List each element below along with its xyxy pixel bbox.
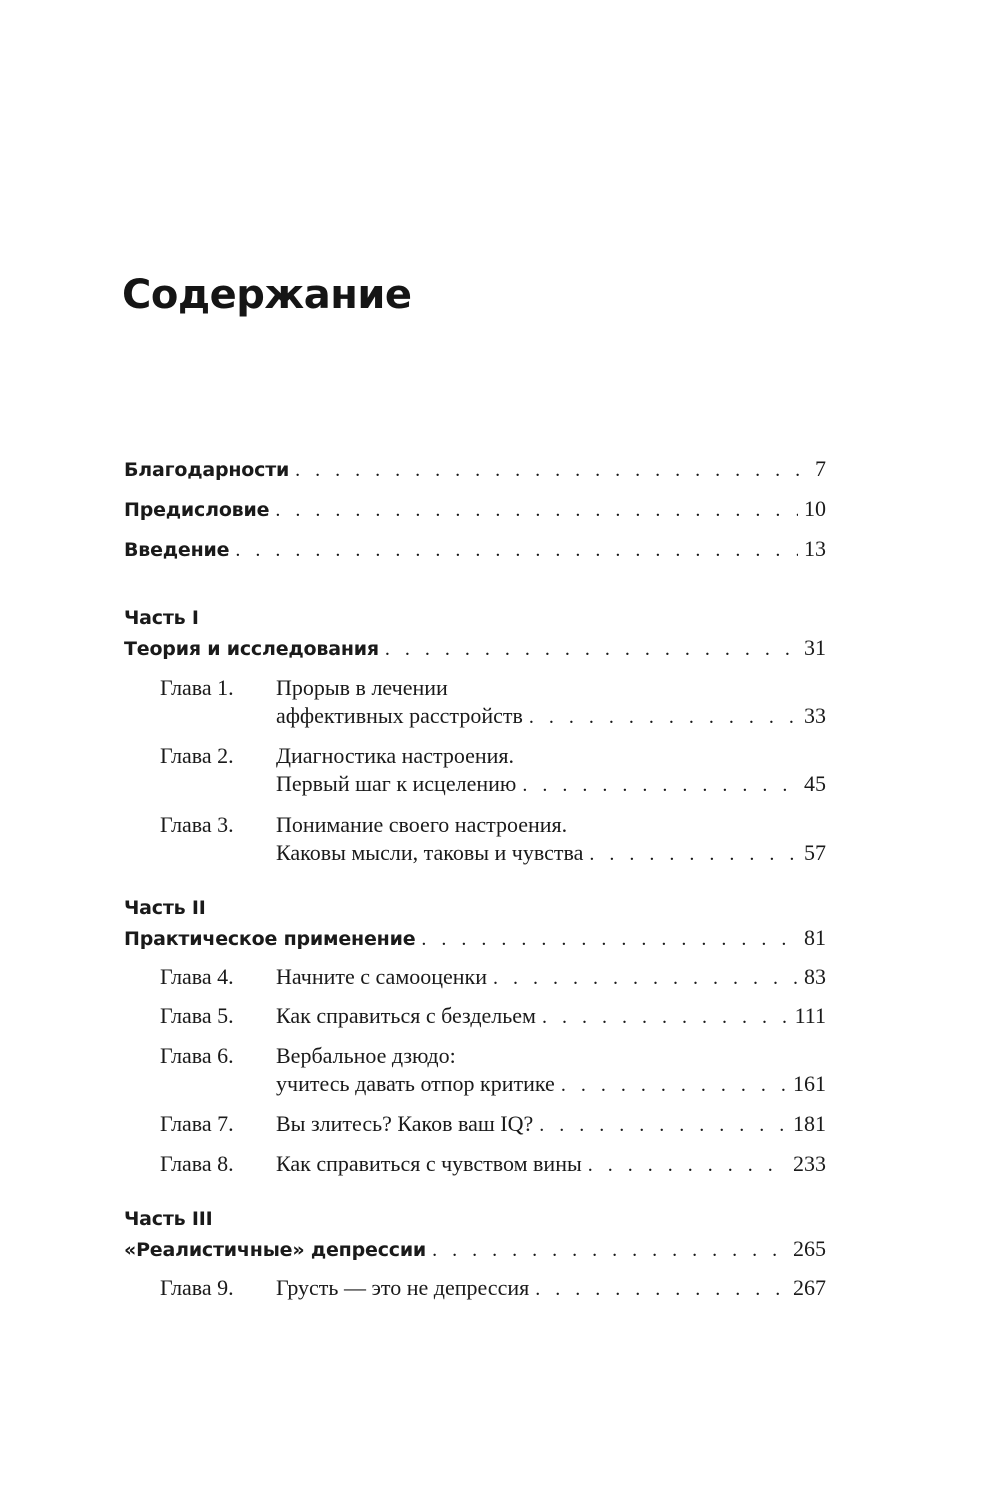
dot-leader (588, 1151, 787, 1179)
part-label: Часть I (124, 607, 199, 629)
toc-entry-chapter-5[interactable] (276, 1002, 826, 1030)
toc-entry-chapter-1[interactable] (276, 702, 826, 730)
toc-entry-chapter-7[interactable] (276, 1110, 826, 1138)
dot-leader (589, 840, 798, 868)
toc-entry-preface[interactable] (124, 495, 826, 523)
chapter-title: Начните с самооценки (276, 964, 488, 989)
dot-leader (561, 1071, 787, 1099)
toc-entry-part-1[interactable] (124, 634, 826, 662)
dot-leader (542, 1003, 789, 1031)
chapter-label: Глава 1. (160, 675, 234, 700)
dot-leader (235, 536, 798, 564)
toc-entry-chapter-4[interactable] (276, 963, 826, 991)
toc-page-number: 265 (793, 1236, 826, 1261)
dot-leader (421, 925, 798, 953)
chapter-title: Вы злитесь? Каков ваш IQ? (276, 1111, 534, 1136)
dot-leader (493, 964, 798, 992)
chapter-title-line2: аффективных расстройств (276, 703, 523, 728)
dot-leader (385, 635, 798, 663)
chapter-title: Как справиться с чувством вины (276, 1151, 582, 1176)
toc-entry-chapter-3[interactable] (276, 839, 826, 867)
part-label: Часть III (124, 1208, 213, 1230)
toc-entry-label: Благодарности (124, 459, 290, 481)
toc-entry-label: Предисловие (124, 499, 270, 521)
toc-page-number: 161 (793, 1071, 826, 1096)
chapter-title-line1: Диагностика настроения. (276, 743, 515, 768)
chapter-title-line1: Понимание своего настроения. (276, 812, 568, 837)
part-title: «Реалистичные» депрессии (124, 1239, 427, 1261)
chapter-label: Глава 7. (160, 1111, 234, 1136)
dot-leader (539, 1111, 787, 1139)
toc-entry-part-2[interactable] (124, 924, 826, 952)
toc-page-number: 83 (804, 964, 826, 989)
toc-entry-chapter-9[interactable] (276, 1274, 826, 1302)
dot-leader (275, 496, 798, 524)
toc-entry-chapter-2[interactable] (276, 770, 826, 798)
part-title: Теория и исследования (124, 638, 379, 660)
toc-entry-label: Введение (124, 539, 230, 561)
chapter-label: Глава 4. (160, 964, 234, 989)
chapter-title: Как справиться с бездельем (276, 1003, 536, 1028)
toc-page-number: 267 (793, 1275, 826, 1300)
toc-page-number: 45 (804, 771, 826, 796)
chapter-title: Грусть — это не депрессия (276, 1275, 530, 1300)
toc-page-number: 7 (815, 456, 826, 481)
chapter-title-line2: учитесь давать отпор критике (276, 1071, 555, 1096)
toc-page-number: 81 (804, 925, 826, 950)
chapter-label: Глава 9. (160, 1275, 234, 1300)
toc-entry-introduction[interactable] (124, 535, 826, 563)
chapter-label: Глава 8. (160, 1151, 234, 1176)
toc-page-number: 31 (804, 635, 826, 660)
toc-page-number: 33 (804, 703, 826, 728)
chapter-title-line1: Вербальное дзюдо: (276, 1043, 456, 1068)
dot-leader (535, 1275, 787, 1303)
toc-page-number: 111 (794, 1003, 826, 1028)
toc-entry-acknowledgements[interactable] (124, 455, 826, 483)
chapter-title-line2: Каковы мысли, таковы и чувства (276, 840, 584, 865)
part-title: Практическое применение (124, 928, 416, 950)
chapter-title-line2: Первый шаг к исцелению (276, 771, 517, 796)
toc-page-number: 13 (804, 536, 826, 561)
chapter-label: Глава 6. (160, 1043, 234, 1068)
dot-leader (432, 1236, 787, 1264)
toc-entry-chapter-8[interactable] (276, 1150, 826, 1178)
chapter-label: Глава 5. (160, 1003, 234, 1028)
dot-leader (295, 456, 809, 484)
dot-leader (529, 703, 798, 731)
chapter-label: Глава 3. (160, 812, 234, 837)
toc-page-number: 233 (793, 1151, 826, 1176)
toc-page-number: 57 (804, 840, 826, 865)
chapter-title-line1: Прорыв в лечении (276, 675, 448, 700)
page-title: Содержание (122, 272, 412, 318)
toc-entry-part-3[interactable] (124, 1235, 826, 1263)
part-label: Часть II (124, 897, 206, 919)
toc-page-number: 10 (804, 496, 826, 521)
toc-page-number: 181 (793, 1111, 826, 1136)
chapter-label: Глава 2. (160, 743, 234, 768)
dot-leader (522, 771, 798, 799)
toc-entry-chapter-6[interactable] (276, 1070, 826, 1098)
